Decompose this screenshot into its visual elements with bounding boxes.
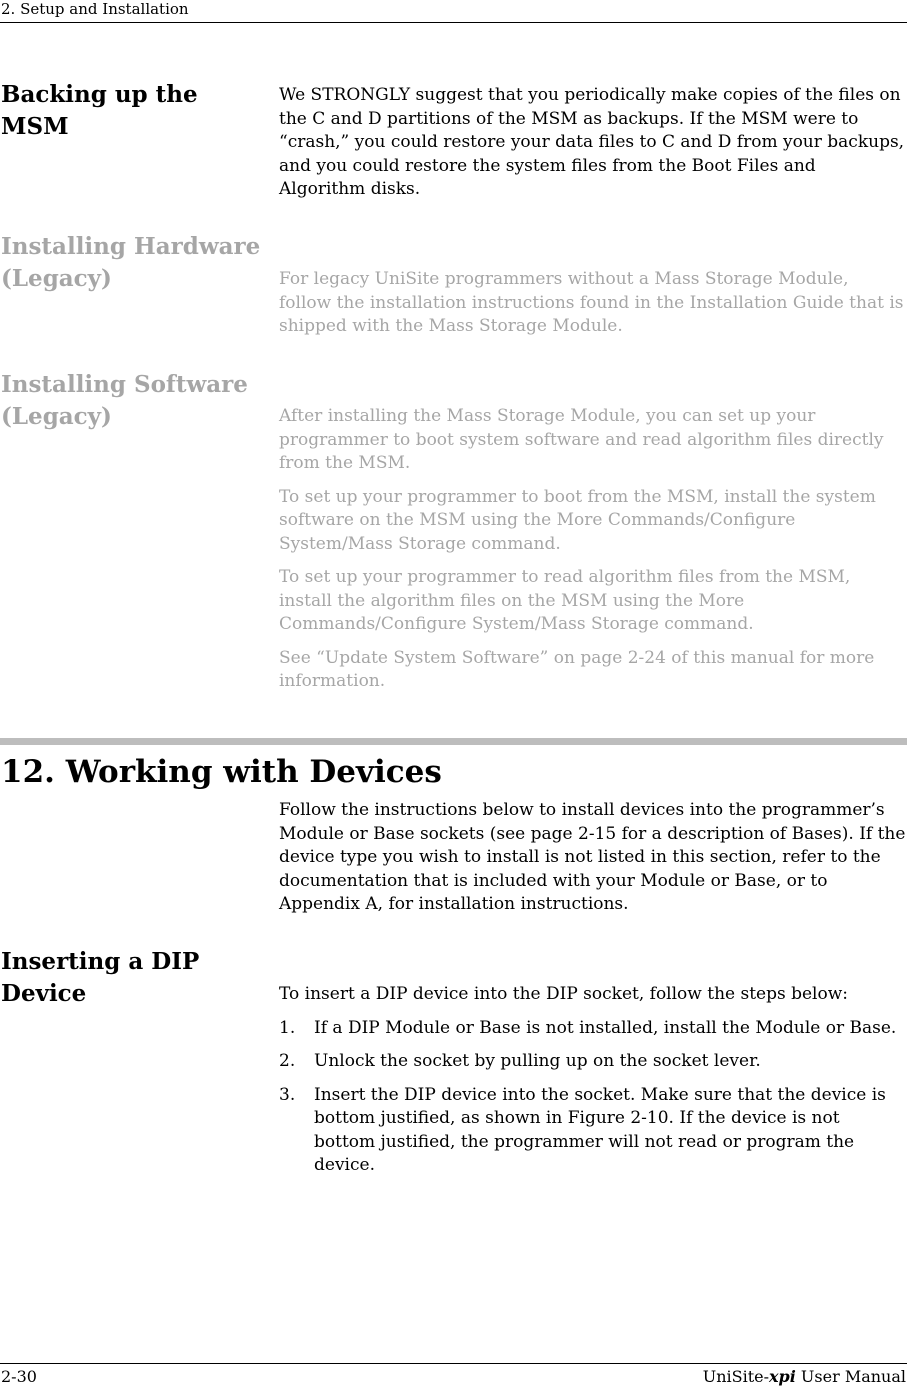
list-item: 3. Insert the DIP device into the socket. Make sure that the device is bottom justified, as shown in Figure 2-10. If the device is not bottom justified, the programmer will not read or program the device. bbox=[279, 1084, 886, 1175]
hardware-heading: Installing Hardware (Legacy) bbox=[1, 233, 261, 292]
hardware-body bbox=[279, 268, 906, 349]
software-heading: Installing Software (Legacy) bbox=[1, 371, 248, 430]
manual-title: UniSite-xpi User Manual bbox=[702, 1367, 906, 1386]
dip-intro: To insert a DIP device into the DIP socket, follow the steps below: bbox=[279, 984, 849, 1004]
running-header bbox=[0, 0, 907, 23]
list-item: 2. Unlock the socket by pulling up on the socket lever. bbox=[279, 1051, 761, 1071]
software-body bbox=[279, 405, 906, 704]
software-paragraph-3: To set up your programmer to read algorithm files from the MSM, install the algorithm files on the MSM using the More Commands/Configure System/Mass Storage command. bbox=[279, 567, 851, 634]
backup-body bbox=[279, 84, 906, 212]
section-divider-bar bbox=[0, 738, 907, 745]
chapter-header: 2. Setup and Installation bbox=[1, 0, 189, 18]
dip-steps-list bbox=[279, 1017, 906, 1178]
page-number: 2-30 bbox=[1, 1367, 37, 1386]
devices-body bbox=[279, 799, 906, 927]
software-paragraph-4: See “Update System Software” on page 2-24 of this manual for more information. bbox=[279, 647, 875, 691]
dip-body bbox=[279, 983, 906, 1188]
software-paragraph-2: To set up your programmer to boot from the MSM, install the system software on the MSM using the More Commands/Configure System/Mass Storage command. bbox=[279, 486, 876, 554]
devices-paragraph: Follow the instructions below to install devices into the programmer’s Module or Base sockets (see page 2-15 for a description of Bases). If the device type you wish to install is not listed in this section, refer to the documentation that is included with your Module or Base, or to Appendix A, for installation instructions. bbox=[279, 800, 906, 914]
backup-heading: Backing up the MSM bbox=[1, 81, 198, 140]
dip-heading: Inserting a DIP Device bbox=[1, 948, 200, 1007]
software-paragraph-1: After installing the Mass Storage Module, you can set up your programmer to boot system software and read algorithm files directly from the MSM. bbox=[279, 406, 884, 473]
backup-paragraph: We STRONGLY suggest that you periodically make copies of the files on the C and D partitions of the MSM as backups. If the MSM were to “crash,” you could restore your data files to C and D from your backups, and you could restore the system files from the Boot Files and Algorithm disks. bbox=[279, 85, 905, 199]
page-footer bbox=[0, 1363, 907, 1390]
list-item: 1. If a DIP Module or Base is not installed, install the Module or Base. bbox=[279, 1017, 897, 1038]
devices-title: 12. Working with Devices bbox=[1, 754, 442, 790]
hardware-paragraph: For legacy UniSite programmers without a Mass Storage Module, follow the installation instructions found in the Installation Guide that is shipped with the Mass Storage Module. bbox=[279, 269, 904, 336]
